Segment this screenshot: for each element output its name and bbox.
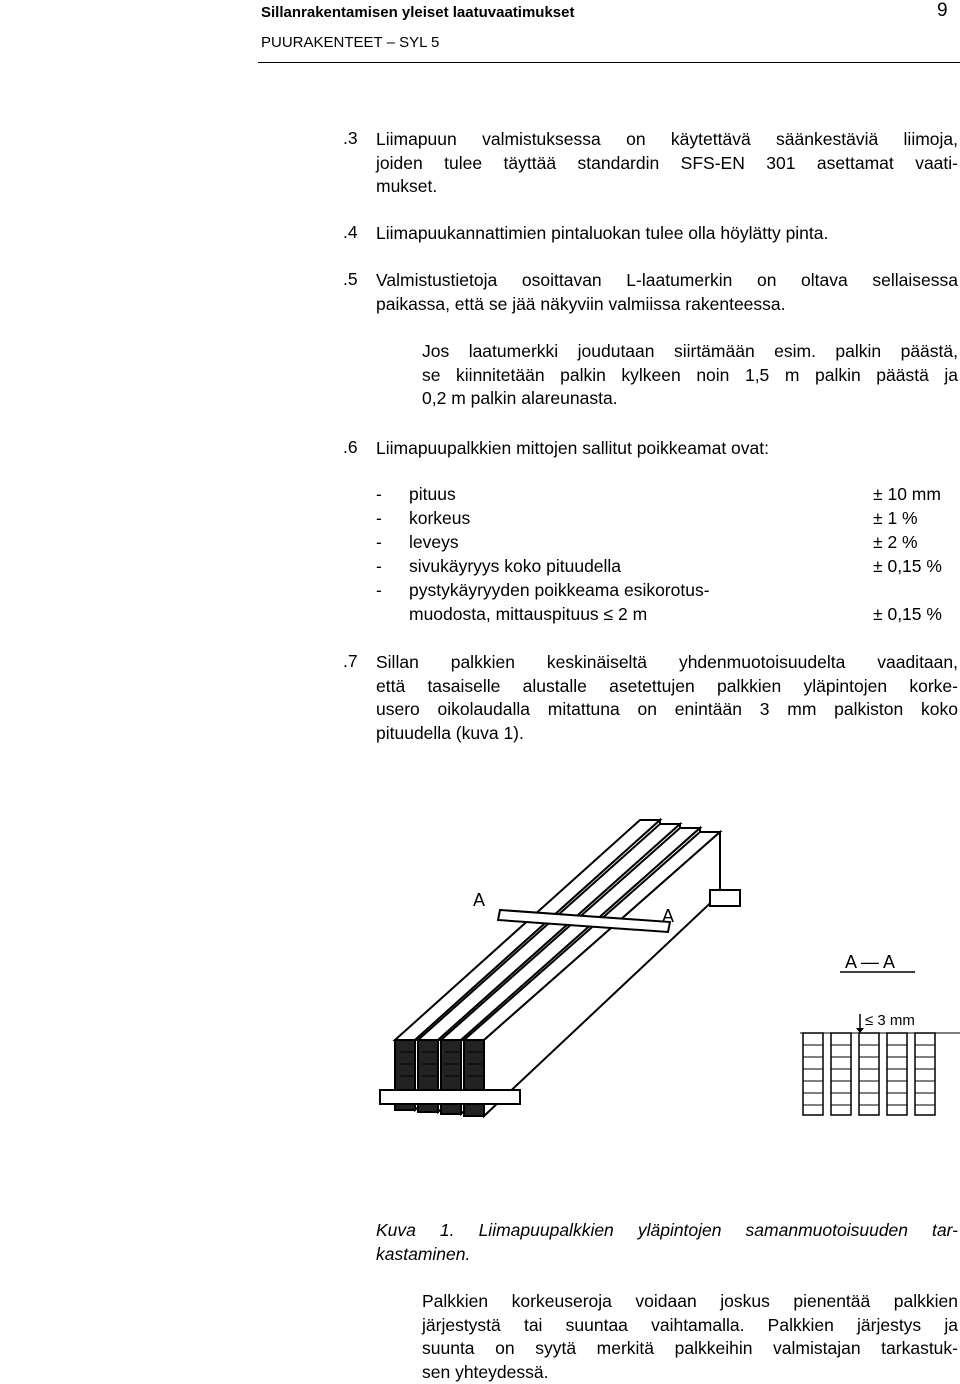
- gap-label: ≤ 3 mm: [865, 1012, 915, 1029]
- tolerance-value: ± 1 %: [873, 508, 918, 528]
- text-line: Liimapuukannattimien pintaluokan tulee olla höylätty pinta.: [376, 223, 829, 243]
- beam-number: 2: [423, 1090, 431, 1105]
- section-number-3: .3: [343, 128, 358, 148]
- text-line: Kuva 1. Liimapuupalkkien yläpintojen samanmuotoisuuden tar-: [376, 1220, 958, 1240]
- text-line: joiden tulee täyttää standardin SFS-EN 301 asettamat vaati-: [376, 152, 958, 173]
- closing-paragraph: [422, 1290, 958, 1384]
- beam-figure: [370, 790, 960, 1130]
- tolerance-value: ± 10 mm: [873, 484, 941, 504]
- text-line: usero oikolaudalla mitattuna on enintään 3 mm palkiston koko: [376, 699, 958, 719]
- text-line: se kiinnitetään palkin kylkeen noin 1,5 m palkin päästä ja: [422, 364, 958, 385]
- section-mark-left: A: [473, 890, 486, 910]
- beam-number: 3: [446, 1090, 454, 1105]
- tolerance-row: [376, 556, 956, 580]
- text-line: 0,2 m palkin alareunasta.: [422, 388, 618, 408]
- tolerance-label: leveys: [409, 532, 459, 552]
- list-dash: -: [376, 580, 382, 600]
- tolerance-row: [376, 484, 956, 508]
- document-subtitle: PUURAKENTEET – SYL 5: [261, 34, 440, 51]
- text-line: että tasaiselle alustalle asetettujen palkkien yläpintojen korke-: [376, 675, 958, 696]
- text-line: sen yhteydessä.: [422, 1361, 549, 1382]
- tolerance-row: [376, 580, 956, 604]
- section-number-7: .7: [343, 651, 358, 671]
- beam-number: 4: [469, 1090, 477, 1105]
- text-line: järjestystä tai suuntaa vaihtamalla. Palkkien järjestys ja: [422, 1314, 958, 1335]
- section-number-5: .5: [343, 269, 358, 289]
- list-dash: -: [376, 556, 382, 576]
- text-line: Jos laatumerkki joudutaan siirtämään esim. palkin päästä,: [422, 341, 958, 361]
- text-line: pituudella (kuva 1).: [376, 722, 524, 743]
- text-line: suunta on syytä merkitä palkkeihin valmistajan tarkastuk-: [422, 1338, 958, 1358]
- tolerance-label: pystykäyryyden poikkeama esikorotus-: [409, 580, 710, 600]
- document-title: Sillanrakentamisen yleiset laatuvaatimukset: [261, 4, 575, 21]
- text-line: mukset.: [376, 176, 438, 196]
- tolerance-value: ± 2 %: [873, 532, 918, 552]
- tolerance-row: [376, 604, 956, 628]
- tolerance-label: muodosta, mittauspituus ≤ 2 m: [409, 604, 648, 624]
- section-mark-right: A: [662, 906, 675, 926]
- section-6-intro: [376, 437, 958, 461]
- section-5-text: [376, 269, 958, 316]
- section-number-6: .6: [343, 437, 358, 457]
- text-line: Liimapuupalkkien mittojen sallitut poikkeamat ovat:: [376, 438, 769, 458]
- section-number-4: .4: [343, 222, 358, 242]
- text-line: kastaminen.: [376, 1243, 471, 1264]
- section-5-note: [422, 340, 958, 411]
- header-divider: [258, 62, 960, 63]
- beam-number: 1: [400, 1090, 408, 1105]
- list-dash: -: [376, 508, 382, 528]
- tolerance-row: [376, 508, 956, 532]
- list-dash: -: [376, 532, 382, 552]
- section-label: A — A: [845, 952, 896, 972]
- text-line: Palkkien korkeuseroja voidaan joskus pienentää palkkien: [422, 1291, 958, 1311]
- text-line: paikassa, että se jää näkyviin valmiissa rakenteessa.: [376, 293, 786, 314]
- section-3-text: [376, 128, 958, 199]
- tolerance-row: [376, 532, 956, 556]
- section-4-text: [376, 222, 958, 246]
- tolerance-label: korkeus: [409, 508, 471, 528]
- figure-caption: [376, 1219, 958, 1266]
- text-line: Sillan palkkien keskinäiseltä yhdenmuotoisuudelta vaaditaan,: [376, 652, 958, 672]
- text-line: Liimapuun valmistuksessa on käytettävä säänkestäviä liimoja,: [376, 129, 958, 149]
- support-block: [710, 890, 740, 906]
- tolerance-label: sivukäyryys koko pituudella: [409, 556, 622, 576]
- tolerance-value: ± 0,15 %: [873, 556, 942, 576]
- page-number: 9: [937, 0, 948, 21]
- text-line: Valmistustietoja osoittavan L-laatumerkin on oltava sellaisessa: [376, 270, 958, 290]
- section-7-text: [376, 651, 958, 745]
- tolerance-label: pituus: [409, 484, 456, 504]
- list-dash: -: [376, 484, 382, 504]
- tolerance-value: ± 0,15 %: [873, 604, 942, 624]
